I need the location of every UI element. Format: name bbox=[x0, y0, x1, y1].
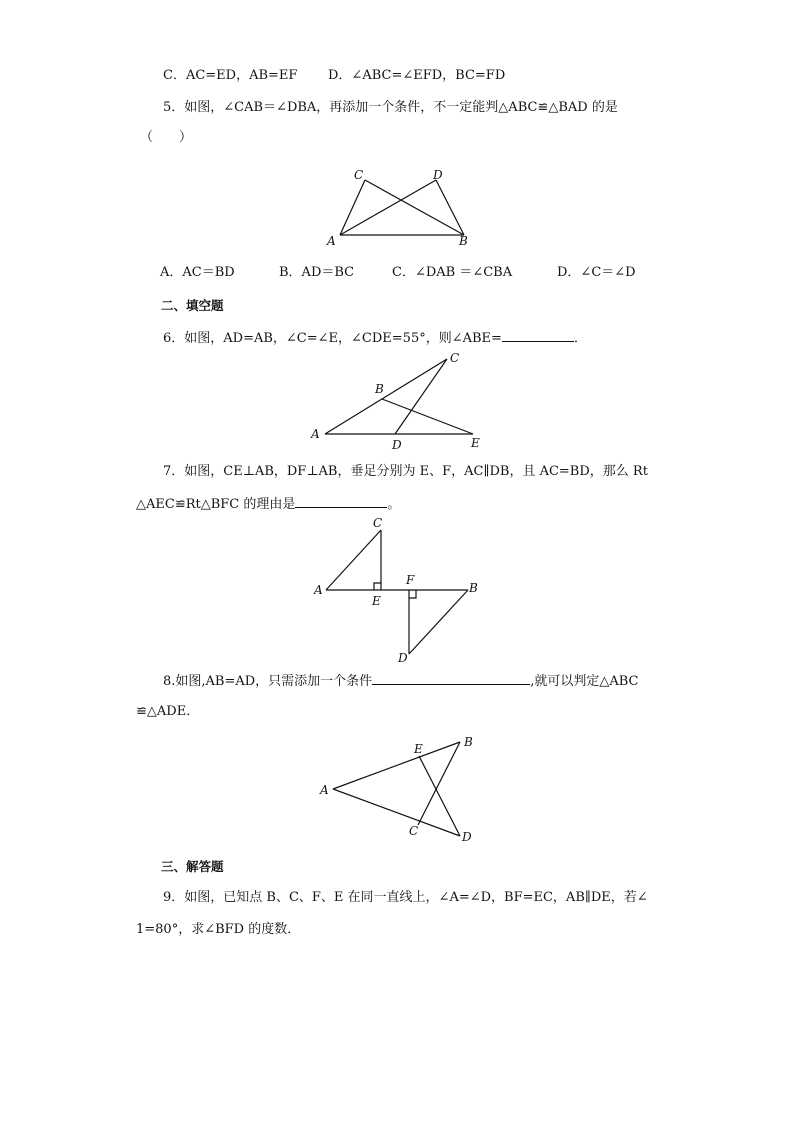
q8-label-e: E bbox=[414, 742, 423, 756]
q8-seg-ed bbox=[419, 756, 460, 836]
q7-label-d: D bbox=[398, 651, 408, 665]
q7-label-e: E bbox=[372, 594, 381, 608]
q9-line2: 1=80°，求∠BFD 的度数． bbox=[136, 922, 301, 937]
q7-seg-ac bbox=[326, 530, 381, 590]
q6-prefix: 6．如图，AD=AB，∠C=∠E，∠CDE=55°，则∠ABE= bbox=[163, 331, 502, 346]
q7-right-angle-f bbox=[409, 590, 416, 598]
q5-paren: （ ） bbox=[140, 130, 193, 145]
q7-line1: 7．如图，CE⊥AB，DF⊥AB，垂足分别为 E、F，AC∥DB，且 AC=BD，那么 Rt bbox=[163, 464, 648, 479]
q7-line2-prefix: △AEC≌Rt△BFC 的理由是 bbox=[136, 497, 296, 512]
q5-seg-ad bbox=[340, 180, 436, 235]
q7-label-b: B bbox=[469, 581, 478, 595]
q9-line1: 9．如图，已知点 B、C、F、E 在同一直线上，∠A=∠D，BF=EC，AB∥DE，若∠ bbox=[163, 890, 648, 905]
q6-label-e: E bbox=[471, 436, 480, 450]
q7-line2-suffix: 。 bbox=[387, 497, 401, 512]
q5-option-c: C．∠DAB ＝∠CBA bbox=[392, 265, 513, 280]
q5-label-c: C bbox=[354, 168, 364, 182]
q6-answer-blank[interactable] bbox=[502, 328, 574, 342]
q6-label-a: A bbox=[311, 427, 320, 441]
q5-label-b: B bbox=[459, 234, 468, 248]
section-solve-title: 三、解答题 bbox=[161, 859, 224, 874]
q6-text bbox=[163, 328, 587, 348]
q5-option-a: A．AC＝BD bbox=[160, 265, 235, 280]
q4-option-d: D．∠ABC=∠EFD，BC=FD bbox=[328, 68, 506, 83]
q5-option-b: B．AD＝BC bbox=[279, 265, 355, 280]
q8-suffix: ,就可以判定△ABC bbox=[530, 674, 639, 689]
q5-text: 5．如图，∠CAB＝∠DBA，再添加一个条件，不一定能判△ABC≌△BAD 的是 bbox=[163, 100, 618, 115]
q6-label-d: D bbox=[392, 438, 402, 450]
q8-figure bbox=[315, 732, 480, 844]
q6-seg-ac bbox=[325, 359, 447, 434]
q7-label-a: A bbox=[314, 583, 323, 597]
q8-label-c: C bbox=[409, 824, 419, 838]
q5-seg-bc bbox=[365, 180, 464, 235]
q7-answer-blank[interactable] bbox=[295, 494, 387, 508]
q8-label-d: D bbox=[462, 830, 472, 844]
q8-line2: ≌△ADE． bbox=[136, 704, 200, 719]
q5-label-a: A bbox=[327, 234, 336, 248]
q7-right-angle-e bbox=[374, 583, 381, 590]
q6-label-b: B bbox=[375, 382, 384, 396]
q7-seg-db bbox=[409, 590, 468, 654]
q7-line2 bbox=[136, 494, 400, 514]
q5-figure bbox=[320, 162, 480, 254]
q6-label-c: C bbox=[450, 351, 460, 365]
q7-label-f: F bbox=[406, 573, 415, 587]
q6-seg-dc bbox=[395, 359, 447, 434]
q5-label-d: D bbox=[433, 168, 443, 182]
q8-seg-bc bbox=[418, 742, 460, 825]
q4-option-c: C．AC=ED，AB=EF bbox=[163, 68, 298, 83]
q5-option-d: D．∠C＝∠D bbox=[557, 265, 636, 280]
q8-seg-ad bbox=[333, 789, 460, 836]
q6-seg-be bbox=[382, 399, 473, 434]
q8-seg-ab bbox=[333, 742, 460, 789]
section-fill-in-title: 二、填空题 bbox=[161, 298, 224, 313]
q7-figure bbox=[310, 513, 485, 668]
q8-label-b: B bbox=[464, 735, 473, 749]
q8-prefix: 8.如图,AB=AD，只需添加一个条件 bbox=[163, 674, 373, 689]
q5-seg-ac bbox=[340, 180, 365, 235]
q6-figure bbox=[305, 348, 495, 450]
q8-label-a: A bbox=[320, 783, 329, 797]
q8-line1 bbox=[163, 671, 638, 691]
q8-answer-blank[interactable] bbox=[372, 671, 530, 685]
q7-label-c: C bbox=[373, 516, 383, 530]
q6-suffix: ． bbox=[573, 331, 587, 346]
